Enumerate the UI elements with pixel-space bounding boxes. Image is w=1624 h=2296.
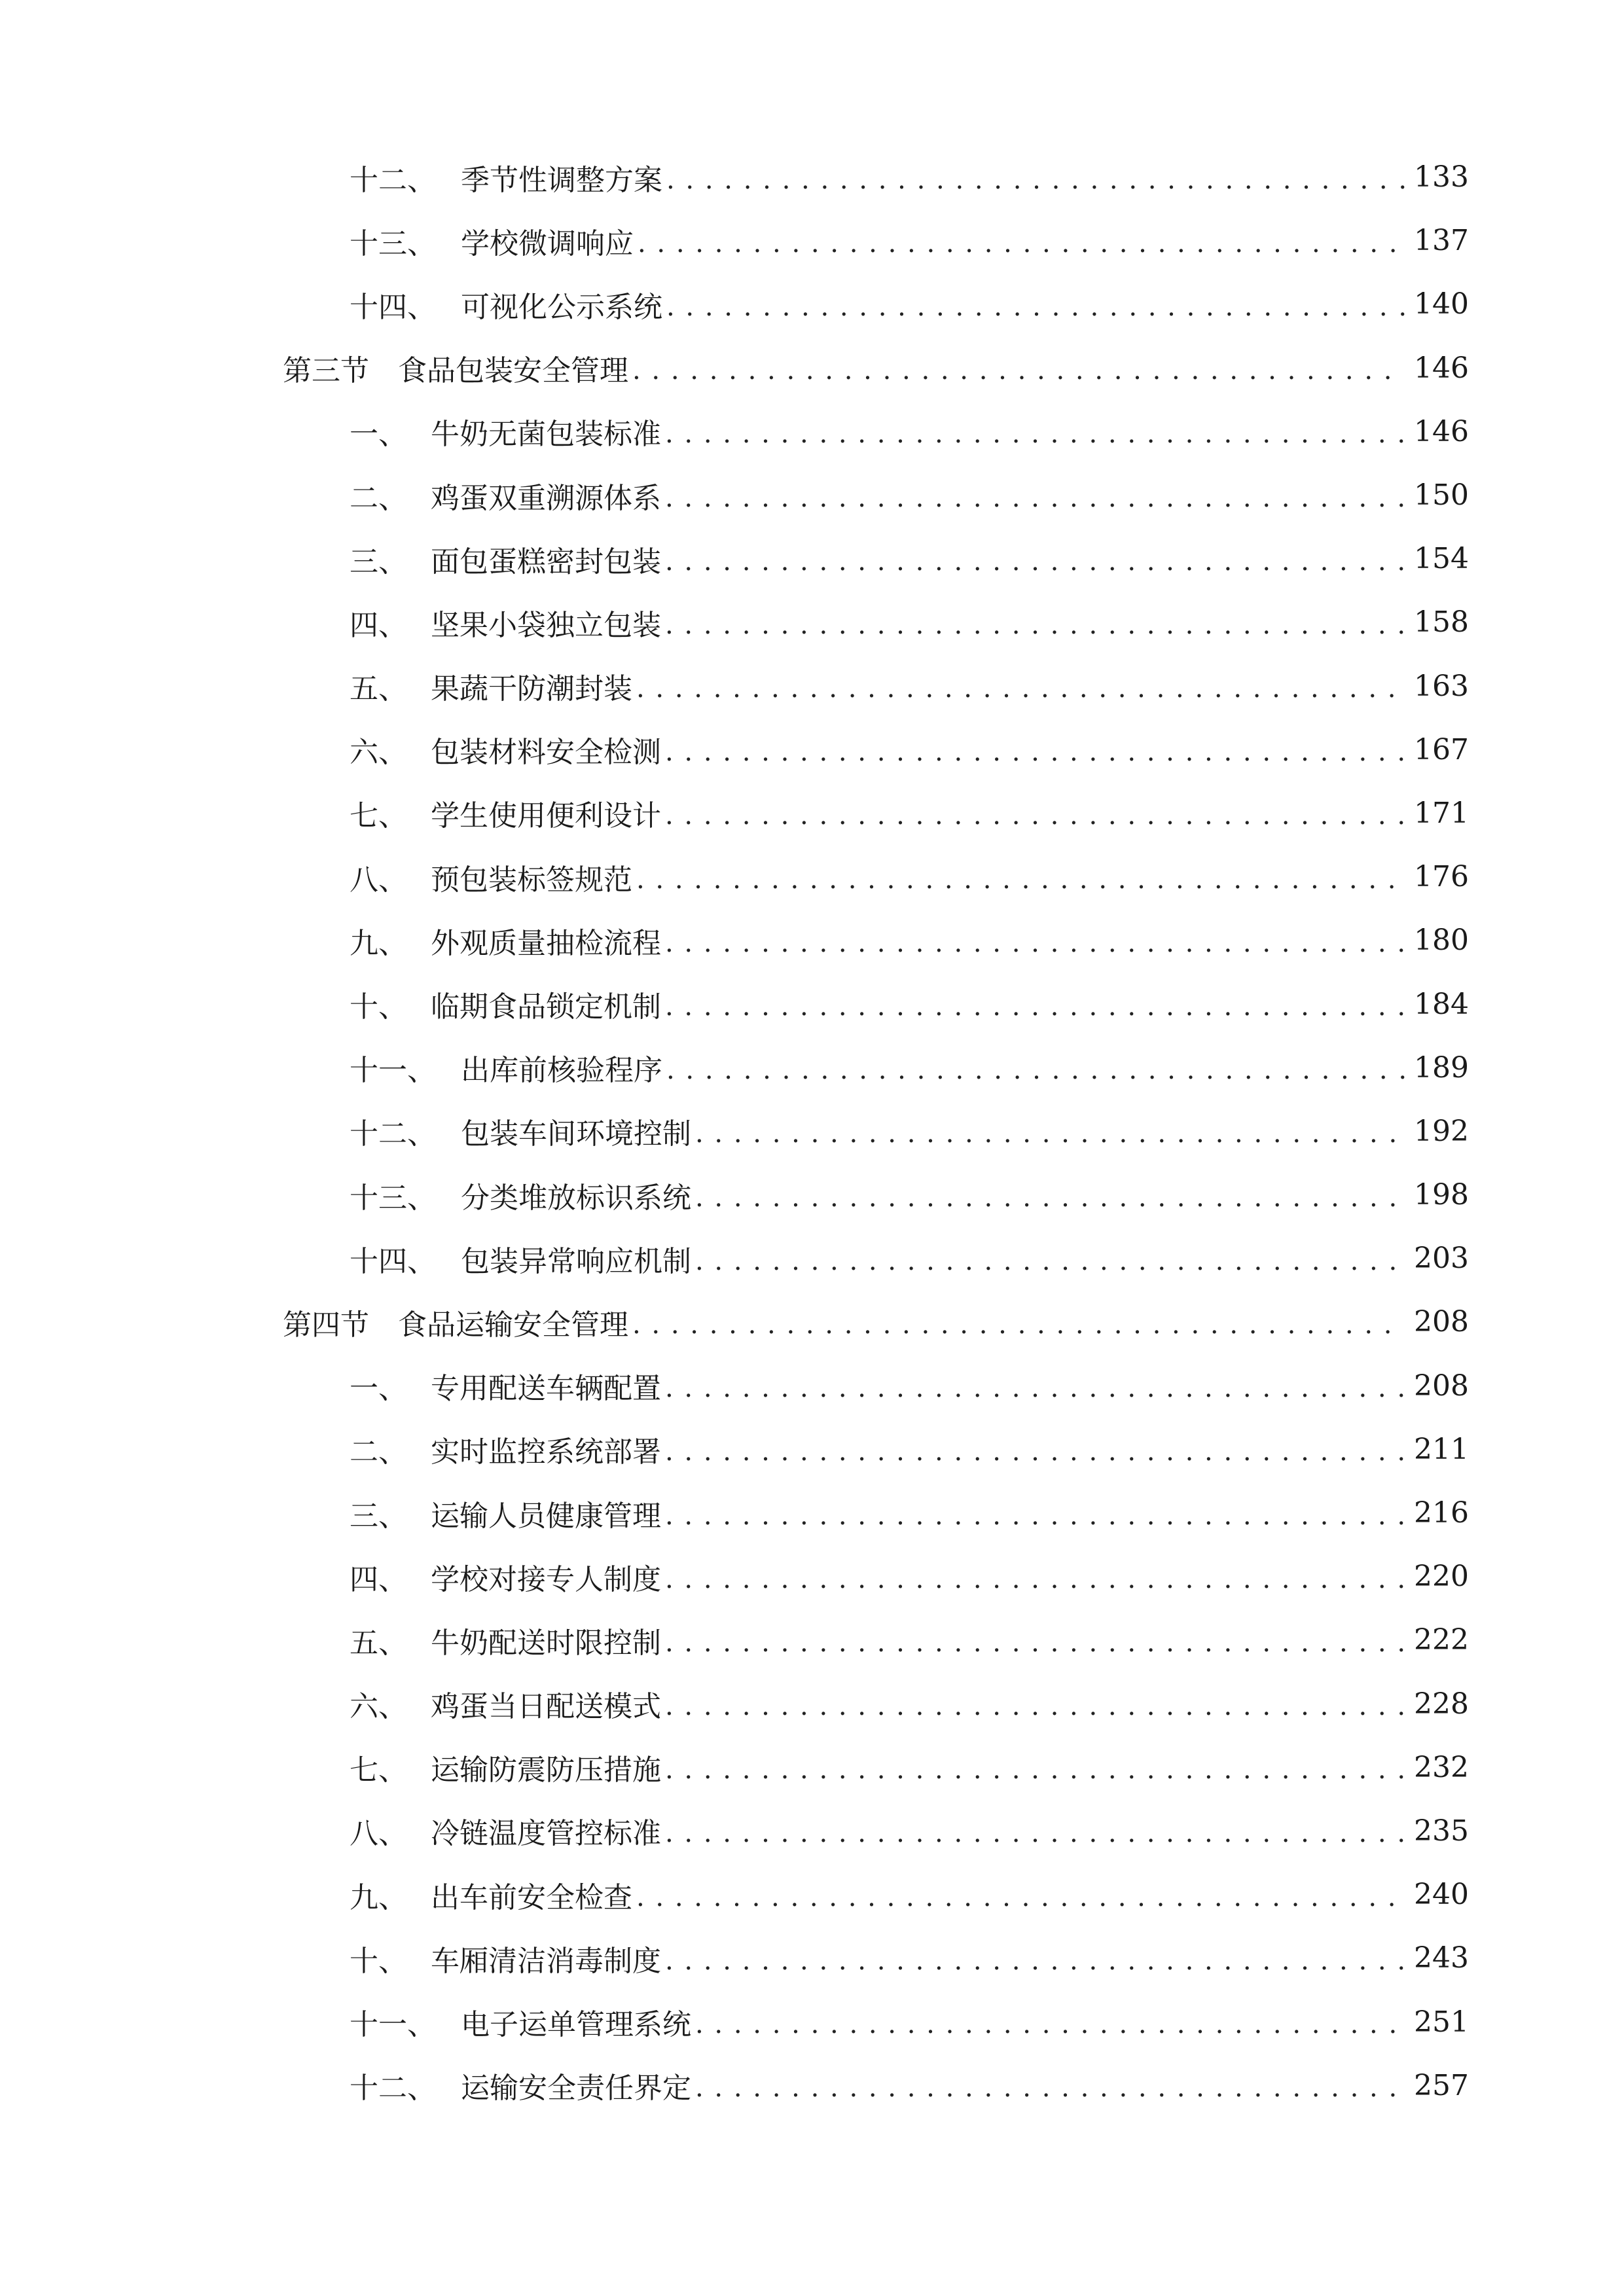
toc-entry-number: 七、 bbox=[350, 1753, 407, 1787]
toc-entry[interactable] bbox=[0, 1608, 1624, 1672]
toc-entry-number: 五、 bbox=[350, 1626, 407, 1660]
dot-leader bbox=[665, 483, 1405, 513]
toc-entry-title: 实时监控系统部署 bbox=[431, 1435, 661, 1469]
toc-entry[interactable] bbox=[0, 845, 1624, 908]
toc-entry-number: 十一、 bbox=[350, 2008, 436, 2042]
toc-entry-number: 三、 bbox=[350, 545, 407, 579]
toc-entry-title: 面包蛋糕密封包装 bbox=[431, 545, 661, 579]
toc-entry-number: 二、 bbox=[350, 1435, 407, 1469]
dot-leader bbox=[695, 2009, 1405, 2039]
toc-entry-title: 专用配送车辆配置 bbox=[431, 1372, 661, 1406]
toc-section-number: 第三节 bbox=[283, 354, 369, 388]
toc-entry-number: 九、 bbox=[350, 926, 407, 960]
toc-entry-page: 167 bbox=[1414, 732, 1469, 766]
dot-leader bbox=[636, 1882, 1405, 1912]
toc-entry-page: 146 bbox=[1414, 351, 1469, 385]
toc-entry-number: 十、 bbox=[350, 990, 407, 1024]
toc-entry[interactable] bbox=[0, 1545, 1624, 1608]
toc-entry-page: 146 bbox=[1414, 414, 1469, 448]
toc-entry-page: 176 bbox=[1414, 860, 1469, 894]
toc-entry-number: 十二、 bbox=[350, 1117, 436, 1151]
toc-entry-title: 冷链温度管控标准 bbox=[431, 1817, 661, 1851]
dot-leader bbox=[632, 1310, 1405, 1340]
toc-entry-page: 133 bbox=[1414, 160, 1469, 194]
toc-entry-title: 果蔬干防潮封装 bbox=[431, 672, 632, 706]
dot-leader bbox=[636, 865, 1405, 895]
toc-entry-number: 六、 bbox=[350, 736, 407, 770]
toc-entry-title: 鸡蛋双重溯源体系 bbox=[431, 481, 661, 515]
toc-entry-number: 十三、 bbox=[350, 226, 436, 260]
dot-leader bbox=[666, 292, 1405, 322]
toc-entry[interactable] bbox=[0, 1100, 1624, 1163]
toc-entry-number: 七、 bbox=[350, 799, 407, 833]
dot-leader bbox=[665, 1373, 1405, 1403]
toc-entry-title: 临期食品锁定机制 bbox=[431, 990, 661, 1024]
toc-entry-title: 外观质量抽检流程 bbox=[431, 926, 661, 960]
toc-section-title: 食品运输安全管理 bbox=[398, 1308, 628, 1342]
toc-entry-page: 228 bbox=[1414, 1687, 1469, 1721]
toc-entry-title: 运输安全责任界定 bbox=[461, 2072, 691, 2106]
toc-entry[interactable] bbox=[0, 2054, 1624, 2117]
toc-entry-title: 车厢清洁消毒制度 bbox=[431, 1944, 661, 1978]
toc-entry-page: 198 bbox=[1414, 1178, 1469, 1212]
toc-section-entry[interactable] bbox=[0, 336, 1624, 400]
toc-entry-title: 运输人员健康管理 bbox=[431, 1499, 661, 1533]
dot-leader bbox=[665, 1564, 1405, 1594]
toc-entry[interactable] bbox=[0, 145, 1624, 209]
toc-entry-number: 十二、 bbox=[350, 163, 436, 197]
toc-entry-page: 240 bbox=[1414, 1878, 1469, 1912]
toc-entry-page: 208 bbox=[1414, 1305, 1469, 1339]
dot-leader bbox=[666, 1055, 1405, 1085]
toc-entry-title: 学校对接专人制度 bbox=[431, 1562, 661, 1596]
toc-entry[interactable] bbox=[0, 1863, 1624, 1926]
toc-entry-number: 八、 bbox=[350, 1817, 407, 1851]
toc-entry[interactable] bbox=[0, 1799, 1624, 1863]
dot-leader bbox=[665, 1755, 1405, 1785]
toc-entry[interactable] bbox=[0, 908, 1624, 972]
toc-entry-number: 四、 bbox=[350, 1562, 407, 1596]
toc-entry-page: 189 bbox=[1414, 1050, 1469, 1085]
toc-entry-page: 220 bbox=[1414, 1560, 1469, 1594]
toc-entry-page: 140 bbox=[1414, 287, 1469, 321]
toc-entry-page: 192 bbox=[1414, 1114, 1469, 1148]
dot-leader bbox=[665, 1628, 1405, 1658]
toc-entry-page: 257 bbox=[1414, 2068, 1469, 2102]
dot-leader bbox=[665, 419, 1405, 449]
dot-leader bbox=[665, 1818, 1405, 1848]
toc-entry-title: 电子运单管理系统 bbox=[461, 2008, 691, 2042]
toc-entry[interactable] bbox=[0, 1990, 1624, 2053]
toc-entry-title: 分类堆放标识系统 bbox=[461, 1181, 691, 1215]
toc-entry-number: 二、 bbox=[350, 481, 407, 515]
dot-leader bbox=[695, 1119, 1405, 1149]
toc-entry-title: 牛奶配送时限控制 bbox=[431, 1626, 661, 1660]
toc-entry[interactable] bbox=[0, 1481, 1624, 1545]
toc-entry-page: 222 bbox=[1414, 1623, 1469, 1657]
toc-entry-page: 180 bbox=[1414, 924, 1469, 958]
toc-entry-page: 251 bbox=[1414, 2005, 1469, 2039]
toc-entry-number: 十一、 bbox=[350, 1054, 436, 1088]
toc-entry-title: 学校微调响应 bbox=[461, 226, 634, 260]
toc-entry-title: 出车前安全检查 bbox=[431, 1880, 632, 1914]
toc-entry-title: 运输防震防压措施 bbox=[431, 1753, 661, 1787]
toc-entry-number: 三、 bbox=[350, 1499, 407, 1533]
toc-section-number: 第四节 bbox=[283, 1308, 369, 1342]
dot-leader bbox=[665, 1691, 1405, 1721]
toc-entry[interactable] bbox=[0, 718, 1624, 781]
toc-entry-number: 十二、 bbox=[350, 2072, 436, 2106]
toc-entry-number: 八、 bbox=[350, 863, 407, 897]
toc-entry[interactable] bbox=[0, 972, 1624, 1035]
toc-entry-number: 四、 bbox=[350, 608, 407, 642]
toc-entry-page: 163 bbox=[1414, 669, 1469, 703]
toc-entry-page: 208 bbox=[1414, 1369, 1469, 1403]
toc-entry[interactable] bbox=[0, 781, 1624, 845]
dot-leader bbox=[665, 1501, 1405, 1531]
toc-entry-number: 十四、 bbox=[350, 1244, 436, 1278]
toc-entry[interactable] bbox=[0, 400, 1624, 463]
toc-entry-page: 216 bbox=[1414, 1496, 1469, 1530]
toc-entry[interactable] bbox=[0, 1736, 1624, 1799]
toc-entry-number: 一、 bbox=[350, 418, 407, 452]
toc-entry[interactable] bbox=[0, 1418, 1624, 1481]
toc-entry-title: 鸡蛋当日配送模式 bbox=[431, 1690, 661, 1724]
toc-section-title: 食品包装安全管理 bbox=[398, 354, 628, 388]
toc-entry-page: 184 bbox=[1414, 987, 1469, 1021]
toc-entry-page: 211 bbox=[1414, 1432, 1469, 1466]
toc-entry-title: 出库前核验程序 bbox=[461, 1054, 662, 1088]
toc-entry-title: 预包装标签规范 bbox=[431, 863, 632, 897]
toc-entry[interactable] bbox=[0, 590, 1624, 654]
dot-leader bbox=[695, 2073, 1405, 2103]
toc-entry[interactable] bbox=[0, 1926, 1624, 1990]
dot-leader bbox=[666, 165, 1405, 195]
toc-entry-page: 243 bbox=[1414, 1941, 1469, 1975]
toc-entry[interactable] bbox=[0, 209, 1624, 272]
toc-entry[interactable] bbox=[0, 463, 1624, 527]
toc-entry-title: 包装材料安全检测 bbox=[431, 736, 661, 770]
toc-section-entry[interactable] bbox=[0, 1290, 1624, 1354]
toc-entry[interactable] bbox=[0, 1354, 1624, 1418]
dot-leader bbox=[665, 928, 1405, 958]
toc-entry-page: 137 bbox=[1414, 224, 1469, 258]
toc-entry[interactable] bbox=[0, 1672, 1624, 1736]
toc-entry-title: 坚果小袋独立包装 bbox=[431, 608, 661, 642]
toc-entry-page: 154 bbox=[1414, 542, 1469, 576]
dot-leader bbox=[638, 228, 1405, 259]
toc-entry-title: 季节性调整方案 bbox=[461, 163, 662, 197]
dot-leader bbox=[665, 1946, 1405, 1976]
toc-entry-number: 九、 bbox=[350, 1880, 407, 1914]
toc-entry-page: 235 bbox=[1414, 1814, 1469, 1848]
dot-leader bbox=[665, 992, 1405, 1022]
dot-leader bbox=[636, 673, 1405, 704]
dot-leader bbox=[632, 355, 1405, 386]
toc-entry-number: 十三、 bbox=[350, 1181, 436, 1215]
toc-entry[interactable] bbox=[0, 527, 1624, 590]
dot-leader bbox=[665, 610, 1405, 640]
toc-entry-number: 五、 bbox=[350, 672, 407, 706]
toc-entry[interactable] bbox=[0, 655, 1624, 718]
toc-entry-page: 150 bbox=[1414, 478, 1469, 512]
toc-entry[interactable] bbox=[0, 1163, 1624, 1227]
toc-entry-number: 一、 bbox=[350, 1372, 407, 1406]
toc-entry-number: 十、 bbox=[350, 1944, 407, 1978]
toc-entry-title: 包装异常响应机制 bbox=[461, 1244, 691, 1278]
dot-leader bbox=[665, 547, 1405, 577]
dot-leader bbox=[695, 1246, 1405, 1276]
toc-entry-title: 包装车间环境控制 bbox=[461, 1117, 691, 1151]
toc-entry-page: 203 bbox=[1414, 1242, 1469, 1276]
toc-entry-title: 可视化公示系统 bbox=[461, 290, 662, 324]
toc-entry[interactable] bbox=[0, 272, 1624, 336]
toc-entry[interactable] bbox=[0, 1036, 1624, 1100]
toc-entry-page: 232 bbox=[1414, 1750, 1469, 1784]
toc-entry[interactable] bbox=[0, 1227, 1624, 1290]
table-of-contents bbox=[0, 145, 1624, 2117]
dot-leader bbox=[695, 1183, 1405, 1213]
toc-entry-number: 六、 bbox=[350, 1690, 407, 1724]
dot-leader bbox=[665, 1437, 1405, 1467]
toc-entry-title: 学生使用便利设计 bbox=[431, 799, 661, 833]
toc-entry-number: 十四、 bbox=[350, 290, 436, 324]
toc-entry-title: 牛奶无菌包装标准 bbox=[431, 418, 661, 452]
toc-entry-page: 171 bbox=[1414, 796, 1469, 830]
dot-leader bbox=[665, 737, 1405, 767]
dot-leader bbox=[665, 800, 1405, 831]
toc-entry-page: 158 bbox=[1414, 605, 1469, 639]
